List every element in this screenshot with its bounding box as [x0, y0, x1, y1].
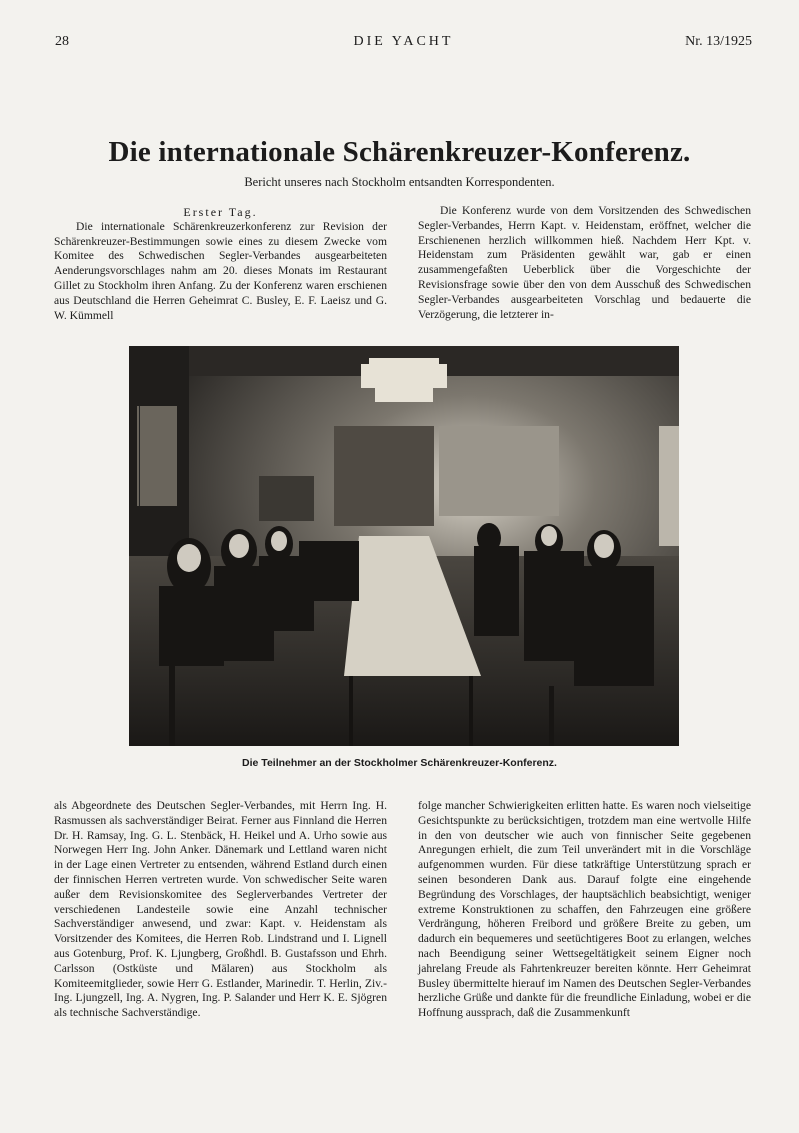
paragraph-delegates: als Abgeordnete des Deutschen Segler-Verbandes, mit Herrn Ing. H. Rasmussen als sachverständiger Beirat. Ferner aus Finnland die Herren Dr. H. Ramsay, Ing. G. L. Stenbäck, H. Heikel und A. Urho sowie aus Norwegen Herr Ing. John Anker. Dänemark und Lettland waren nicht in der Lage einen Vertreter zu entsenden, während Estland durch einen der finnischen Herren vertreten wurde. Von schwedischer Seite waren außer dem Revisionskomitee des Seglerverbandes Vertreter der verschiedenen Landesteile sowie eine Anzahl technischer Sachverständiger anwesend, und zwar: Kapt. v. Heidenstam als Vorsitzender des Komitees, die Herren Rob. Lindstrand und I. Lignell aus Gotenburg, Prof. K. Ljungberg, Großhdl. B. Gustafsson und Ehrh. Carlsson (Ostküste und Mälaren) aus Stockholm als Komiteemitglieder, sowie Herr G. Estlander, Marinedir. T. Herlin, Ziv.-Ing. Ljungzell, Ing. A. Nygren, Ing. P. Salander und Herr K. E. Sjögren als technische Sachverständige. [54, 799, 387, 1020]
paragraph-intro: Die internationale Schärenkreuzerkonferenz zur Revision der Schärenkreuzer-Bestimmungen sowie eines zu diesem Zwecke vom Komitee des Schwedischen Segler-Verbandes ausgearbeiteten Aenderungsvorschlages nahm am 20. dieses Monats im Restaurant Gillet zu Stockholm ihren Anfang. Zu der Konferenz waren erschienen aus Deutschland die Herren Geheimrat C. Busley, E. F. Laeisz und G. W. Kümmell [54, 219, 387, 322]
journal-title: DIE YACHT [353, 34, 454, 49]
issue-number: Nr. 13/1925 [685, 34, 752, 49]
section-heading: Erster Tag. [183, 205, 258, 219]
paragraph-opening: Die Konferenz wurde von dem Vorsitzenden des Schwedischen Segler-Verbandes, Herrn Kapt. v. Heidenstam, eröffnet, welcher die Erschienenen herzlich willkommen hieß. Nachdem Herr Kpt. v. Heidenstam zum Präsidenten gewählt war, gab er einen zusammengefaßten Ueberblick über die Vorgeschichte der Revisionsfrage sowie über den von dem Ausschuß des Schwedischen Segler-Verbandes ausgearbeiteten Vorschlag und bedauerte die Verzögerung, die letzterer in- [418, 204, 751, 321]
column-bottom-right [418, 799, 751, 1021]
conference-photo [129, 346, 679, 746]
page-number: 28 [55, 34, 69, 49]
article-title: Die internationale Schärenkreuzer-Konferenz. [108, 136, 691, 168]
column-top-right [418, 204, 751, 322]
running-head [55, 34, 752, 54]
column-top-left [54, 205, 387, 323]
column-bottom-left [54, 799, 387, 1021]
article-subtitle: Bericht unseres nach Stockholm entsandten Korrespondenten. [244, 175, 555, 189]
photo-caption: Die Teilnehmer an der Stockholmer Schärenkreuzer-Konferenz. [242, 757, 557, 769]
paragraph-proposal: folge mancher Schwierigkeiten erlitten hatte. Es waren noch vielseitige Gesichtspunkte zu berücksichtigen, trotzdem man eine wertvolle Hilfe in den von deutscher wie auch von finnischer Seite gegebenen Anregungen erhielt, die zum Teil unverändert mit in die Vorschläge aufgenommen wurden. Für diese tatkräftige Unterstützung sprach er seinen besonderen Dank aus. Darauf folgte eine eingehende Begründung des Vorschlages, der hauptsächlich beabsichtigt, weniger extreme Konstruktionen zu schaffen, den Fahrzeugen eine größere Verdrängung, höheren Freibord und größere Breite zu geben, um dadurch ein bequemeres und seetüchtigeres Boot zu erlangen, welches nach Beendigung seiner Wettsegeltätigkeit seinem Eigner noch jahrelang Freude als Fahrtenkreuzer bereiten könnte. Herr Geheimrat Busley übermittelte hierauf im Namen des Deutschen Segler-Verbandes herzliche Grüße und dankte für die freundliche Einladung, wobei er die Hoffnung aussprach, daß die Zusammenkunft [418, 799, 751, 1020]
